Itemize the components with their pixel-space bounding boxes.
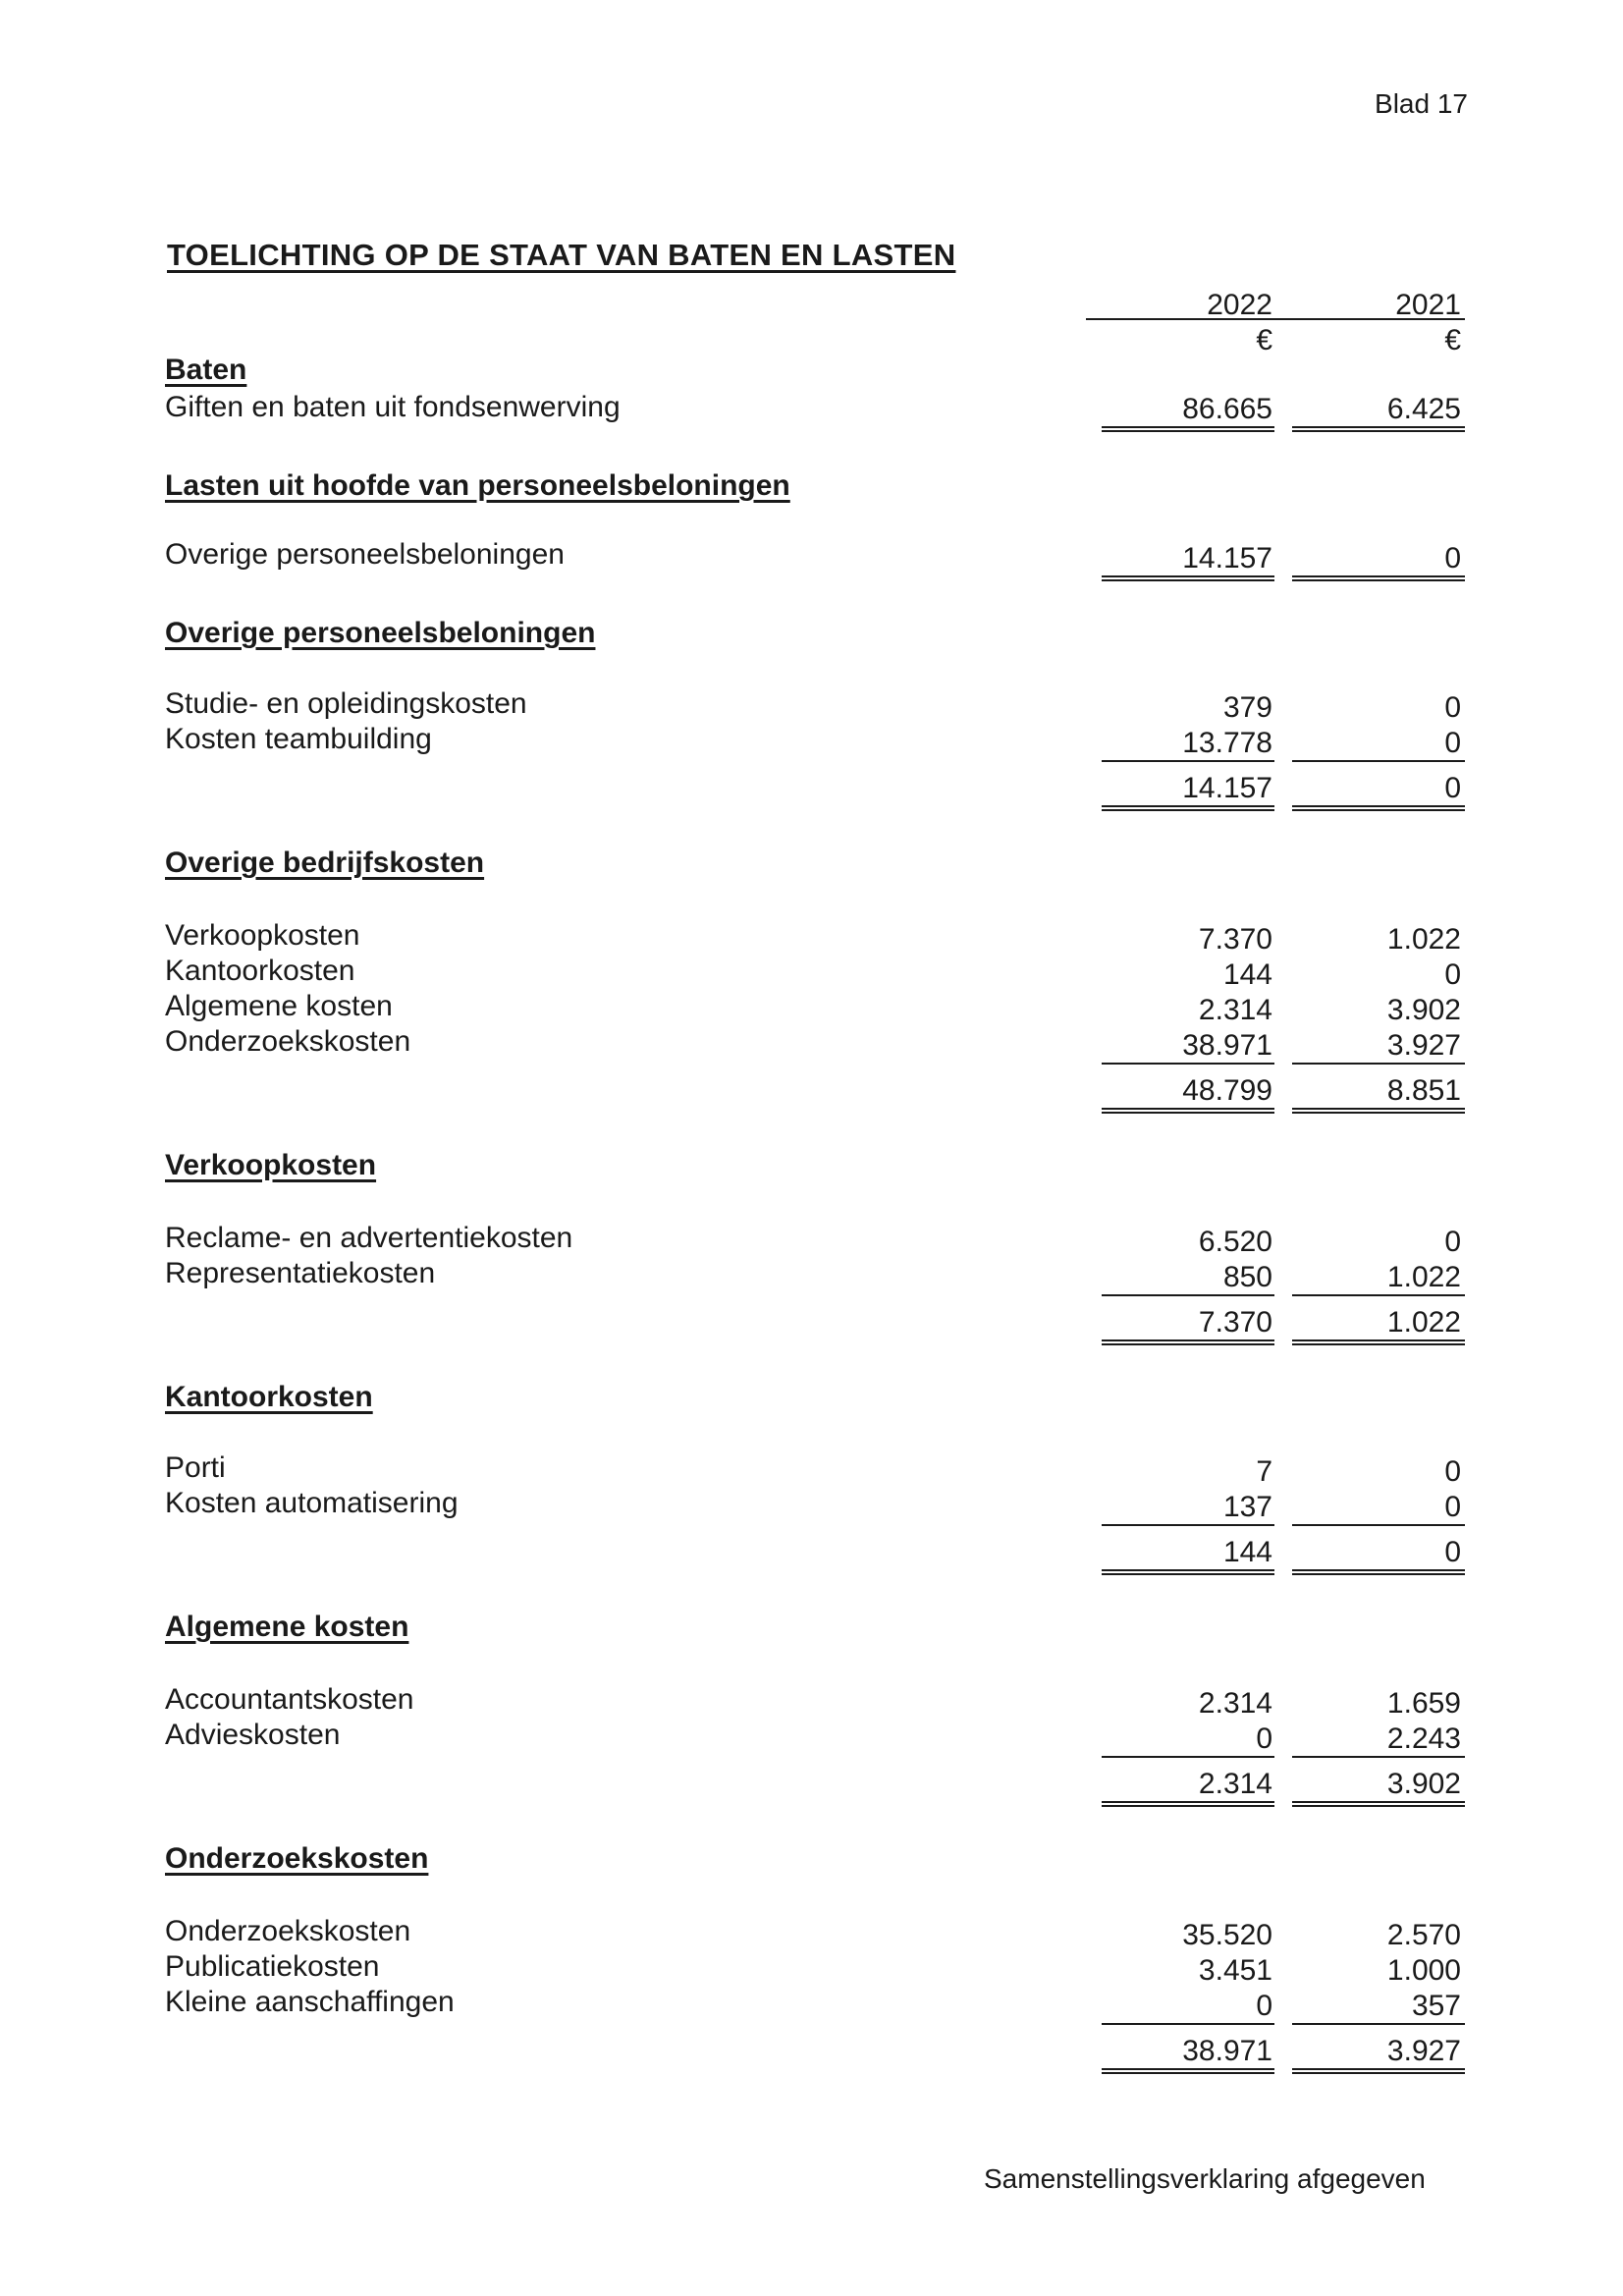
row-label: Kleine aanschaffingen — [165, 1986, 455, 2018]
page-title: TOELICHTING OP DE STAAT VAN BATEN EN LASTEN — [167, 238, 956, 272]
double-rule — [1292, 805, 1465, 811]
row-value-2022: 13.778 — [1182, 727, 1272, 759]
subtotal-rule — [1292, 1063, 1465, 1065]
subtotal-rule — [1102, 1063, 1274, 1065]
page-number: Blad 17 — [1375, 88, 1468, 119]
row-label: Kosten automatisering — [165, 1487, 459, 1519]
section-heading-verkoopkosten: Verkoopkosten — [165, 1149, 377, 1181]
row-value-2021: 0 — [1444, 727, 1461, 759]
row-value-2021: 0 — [1444, 542, 1461, 574]
row-label: Kosten teambuilding — [165, 723, 432, 755]
currency-2021: € — [1444, 324, 1461, 356]
double-rule — [1102, 805, 1274, 811]
section-heading-overige-personeel: Overige personeelsbeloningen — [165, 617, 596, 649]
row-label: Advieskosten — [165, 1719, 341, 1751]
double-rule — [1292, 1569, 1465, 1575]
double-rule — [1102, 1801, 1274, 1807]
row-value-2022: 86.665 — [1182, 393, 1272, 425]
row-value-2021: 0 — [1444, 1226, 1461, 1258]
row-value-2022: 2.314 — [1198, 994, 1272, 1026]
section-heading-onderzoekskosten: Onderzoekskosten — [165, 1842, 429, 1875]
double-rule — [1102, 1108, 1274, 1114]
row-value-2022: 14.157 — [1182, 542, 1272, 574]
total-value-2022: 48.799 — [1182, 1074, 1272, 1107]
double-rule — [1292, 575, 1465, 581]
total-value-2022: 144 — [1222, 1536, 1272, 1568]
double-rule — [1102, 1339, 1274, 1345]
row-label: Publicatiekosten — [165, 1950, 380, 1983]
row-label: Reclame- en advertentiekosten — [165, 1222, 573, 1254]
row-value-2022: 7.370 — [1198, 923, 1272, 956]
currency-2022: € — [1256, 324, 1272, 356]
row-value-2021: 2.243 — [1386, 1722, 1461, 1755]
double-rule — [1102, 575, 1274, 581]
row-value-2022: 7 — [1256, 1455, 1272, 1488]
total-value-2022: 14.157 — [1182, 772, 1272, 804]
row-value-2022: 0 — [1256, 1990, 1272, 2022]
subtotal-rule — [1292, 760, 1465, 762]
row-value-2021: 3.927 — [1386, 1029, 1461, 1062]
double-rule — [1292, 2068, 1465, 2074]
row-value-2022: 3.451 — [1198, 1954, 1272, 1987]
row-value-2021: 0 — [1444, 691, 1461, 724]
row-value-2021: 6.425 — [1386, 393, 1461, 425]
row-value-2021: 3.902 — [1386, 994, 1461, 1026]
row-label: Algemene kosten — [165, 990, 393, 1022]
subtotal-rule — [1292, 1294, 1465, 1296]
row-value-2021: 2.570 — [1386, 1919, 1461, 1951]
double-rule — [1102, 426, 1274, 432]
row-value-2022: 137 — [1222, 1491, 1272, 1523]
row-label: Onderzoekskosten — [165, 1915, 411, 1947]
row-value-2021: 1.000 — [1386, 1954, 1461, 1987]
row-value-2021: 1.659 — [1386, 1687, 1461, 1720]
section-heading-kantoorkosten: Kantoorkosten — [165, 1381, 373, 1413]
double-rule — [1292, 1801, 1465, 1807]
subtotal-rule — [1292, 2023, 1465, 2025]
subtotal-rule — [1102, 760, 1274, 762]
row-value-2022: 850 — [1222, 1261, 1272, 1293]
double-rule — [1292, 1108, 1465, 1114]
section-heading-personeel: Lasten uit hoofde van personeelsbeloningen — [165, 469, 790, 502]
row-value-2022: 38.971 — [1182, 1029, 1272, 1062]
total-value-2021: 0 — [1444, 772, 1461, 804]
subtotal-rule — [1102, 1756, 1274, 1758]
total-value-2021: 3.927 — [1386, 2035, 1461, 2067]
subtotal-rule — [1102, 1294, 1274, 1296]
row-value-2021: 0 — [1444, 1455, 1461, 1488]
double-rule — [1292, 426, 1465, 432]
row-value-2021: 1.022 — [1386, 923, 1461, 956]
subtotal-rule — [1292, 1524, 1465, 1526]
footer-note: Samenstellingsverklaring afgegeven — [984, 2163, 1426, 2194]
row-label: Porti — [165, 1451, 226, 1484]
row-value-2021: 0 — [1444, 1491, 1461, 1523]
row-label: Representatiekosten — [165, 1257, 436, 1289]
section-heading-baten: Baten — [165, 354, 247, 386]
section-heading-bedrijfskosten: Overige bedrijfskosten — [165, 847, 485, 879]
row-label: Giften en baten uit fondsenwerving — [165, 391, 621, 423]
row-value-2022: 6.520 — [1198, 1226, 1272, 1258]
row-value-2022: 144 — [1222, 958, 1272, 991]
row-value-2022: 2.314 — [1198, 1687, 1272, 1720]
row-label: Accountantskosten — [165, 1683, 414, 1716]
year-2022: 2022 — [1207, 289, 1272, 321]
row-label: Onderzoekskosten — [165, 1025, 411, 1058]
total-value-2021: 1.022 — [1386, 1306, 1461, 1339]
double-rule — [1102, 1569, 1274, 1575]
subtotal-rule — [1292, 1756, 1465, 1758]
row-value-2022: 379 — [1222, 691, 1272, 724]
total-value-2022: 7.370 — [1198, 1306, 1272, 1339]
year-2021: 2021 — [1395, 289, 1461, 321]
total-value-2021: 8.851 — [1386, 1074, 1461, 1107]
row-label: Kantoorkosten — [165, 955, 355, 987]
row-value-2022: 35.520 — [1182, 1919, 1272, 1951]
total-value-2022: 38.971 — [1182, 2035, 1272, 2067]
double-rule — [1292, 1339, 1465, 1345]
total-value-2021: 3.902 — [1386, 1768, 1461, 1800]
row-label: Verkoopkosten — [165, 919, 360, 952]
total-value-2022: 2.314 — [1198, 1768, 1272, 1800]
subtotal-rule — [1102, 1524, 1274, 1526]
section-heading-algemene-kosten: Algemene kosten — [165, 1611, 409, 1643]
row-value-2021: 357 — [1411, 1990, 1461, 2022]
row-label: Overige personeelsbeloningen — [165, 538, 565, 571]
row-value-2021: 0 — [1444, 958, 1461, 991]
row-value-2021: 1.022 — [1386, 1261, 1461, 1293]
total-value-2021: 0 — [1444, 1536, 1461, 1568]
subtotal-rule — [1102, 2023, 1274, 2025]
row-value-2022: 0 — [1256, 1722, 1272, 1755]
row-label: Studie- en opleidingskosten — [165, 687, 527, 720]
double-rule — [1102, 2068, 1274, 2074]
